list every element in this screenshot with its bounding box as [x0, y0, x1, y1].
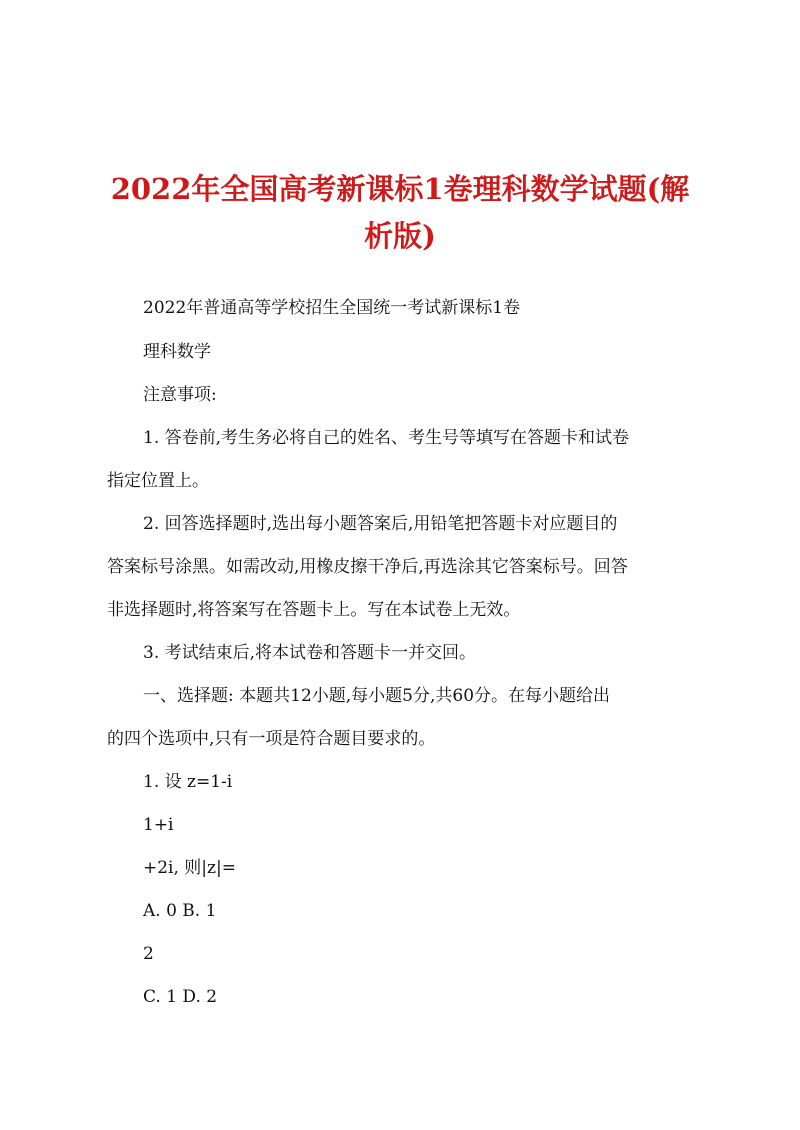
exam-subject: 理科数学 [143, 342, 211, 362]
question-1-stem: 1. 设 z=1-i [143, 772, 233, 792]
question-1-options-ab: A. 0 B. 1 [143, 901, 217, 921]
notice-item-2-line3: 非选择题时,将答案写在答题卡上。写在本试卷上无效。 [107, 600, 521, 620]
notice-item-2-line1: 2. 回答选择题时,选出每小题答案后,用铅笔把答题卡对应题目的 [143, 514, 618, 534]
section-heading-line2: 的四个选项中,只有一项是符合题目要求的。 [107, 729, 436, 749]
question-1-expression: +2i, 则|z|= [143, 858, 236, 878]
question-1-denominator: 1+i [143, 815, 174, 835]
notice-item-3: 3. 考试结束后,将本试卷和答题卡一并交回。 [143, 643, 477, 663]
question-1-fraction-value: 2 [143, 944, 154, 964]
notice-item-1-line2: 指定位置上。 [107, 471, 209, 491]
notice-item-2-line2: 答案标号涂黑。如需改动,用橡皮擦干净后,再选涂其它答案标号。回答 [107, 557, 628, 577]
exam-subtitle: 2022年普通高等学校招生全国统一考试新课标1卷 [143, 298, 521, 318]
notice-heading: 注意事项: [143, 385, 217, 405]
section-heading-line1: 一、选择题: 本题共12小题,每小题5分,共60分。在每小题给出 [143, 686, 611, 706]
document-title-line2: 析版) [364, 219, 436, 253]
question-1-options-cd: C. 1 D. 2 [143, 987, 218, 1007]
notice-item-1-line1: 1. 答卷前,考生务必将自己的姓名、考生号等填写在答题卡和试卷 [143, 428, 630, 448]
document-title-line1: 2022年全国高考新课标1卷理科数学试题(解 [110, 172, 690, 206]
